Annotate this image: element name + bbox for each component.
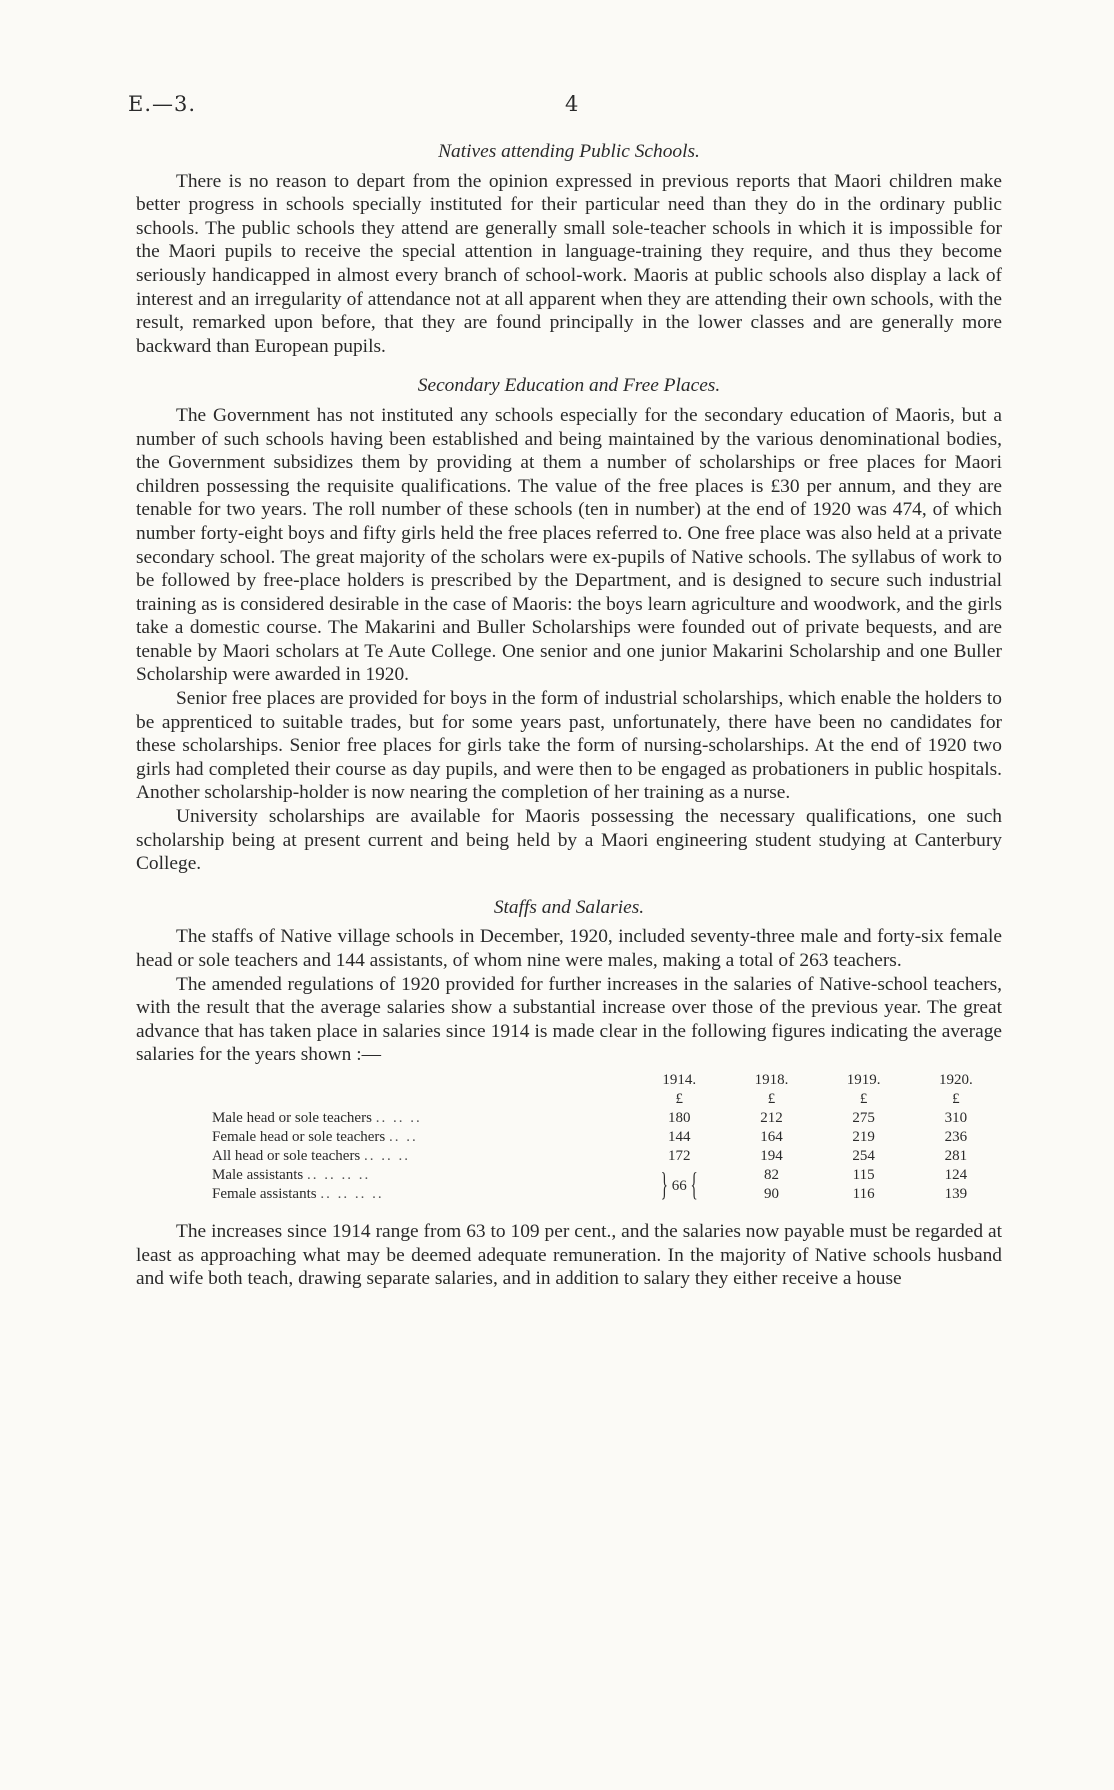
leader-dots: .. .. .. ..: [320, 1185, 384, 1202]
table-cell: 236: [944, 1128, 968, 1145]
table-cell: 219: [852, 1128, 875, 1145]
column-header: 1920.: [939, 1071, 973, 1088]
table-cell: 139: [944, 1185, 968, 1202]
document-body: [136, 140, 1002, 1291]
table-row: [136, 1128, 1002, 1147]
table-cell: 254: [852, 1147, 875, 1164]
table-row: [136, 1166, 1002, 1185]
row-label: Male head or sole teachers: [212, 1109, 372, 1126]
paragraph: There is no reason to depart from the opinion expressed in previous reports that Maori children make better progress in schools specially instituted for their particular need than they do in the ordinary public schools. The public schools they attend are generally small sole-teacher schools in which it is impossible for the Maori pupils to receive the special attention in language-training they require, and thus they become seriously handicapped in almost every branch of school-work. Maoris at public schools also display a lack of interest and an irregularity of attendance not at all apparent when they are attending their own schools, with the result, remarked upon before, that they are found principally in the lower classes and are generally more backward than European pupils.: [136, 170, 1002, 357]
leader-dots: .. .. ..: [364, 1147, 411, 1164]
table-cell: 212: [760, 1109, 783, 1126]
table-header-row: [136, 1071, 1002, 1090]
table-cell: 180: [667, 1109, 691, 1126]
table-cell: 281: [944, 1147, 968, 1164]
table-cell: 66: [671, 1177, 687, 1194]
table-cell: 144: [667, 1128, 691, 1145]
table-cell: 115: [852, 1166, 875, 1183]
salary-table: [136, 1071, 1002, 1204]
column-header: 1919.: [846, 1071, 881, 1088]
row-label: Male assistants: [212, 1166, 304, 1183]
left-brace: }: [660, 1168, 668, 1204]
leader-dots: .. .. .. ..: [307, 1166, 371, 1183]
table-row: [136, 1185, 1002, 1204]
table-currency-row: [136, 1090, 1002, 1109]
paragraph: The staffs of Native village schools in December, 1920, included seventy-three male and forty-six female head or sole teachers and 144 assistants, of whom nine were males, making a total of 263 teachers.: [136, 926, 1002, 971]
leader-dots: .. ..: [389, 1128, 418, 1145]
brace-group: [633, 1168, 725, 1206]
column-header: 1918.: [754, 1071, 789, 1088]
table-row: [136, 1109, 1002, 1128]
right-brace: {: [690, 1168, 698, 1204]
page-number: 4: [565, 92, 579, 116]
leader-dots: .. .. ..: [375, 1109, 422, 1126]
currency-symbol: £: [767, 1090, 776, 1107]
table-cell: 82: [763, 1166, 779, 1183]
table-cell: 275: [852, 1109, 875, 1126]
table-cell: 172: [667, 1147, 691, 1164]
table-cell: 164: [760, 1128, 783, 1145]
column-header: 1914.: [662, 1071, 697, 1088]
row-label: All head or sole teachers: [212, 1147, 361, 1164]
section-heading-natives-public-schools: Natives attending Public Schools.: [438, 141, 700, 162]
combined-assistants-1914-cell: [633, 1166, 725, 1204]
paragraph: The amended regulations of 1920 provided for further increases in the salaries of Native-school teachers, with the result that the average salaries show a substantial increase over those of the previous year. The great advance that has taken place in salaries since 1914 is made clear in the following figures indicating the average salaries for the years shown :—: [136, 973, 1002, 1066]
paragraph: University scholarships are available for Maoris possessing the necessary qualifications, one such scholarship being at present current and being held by a Maori engineering student studying at Canterbury College.: [136, 806, 1002, 875]
row-label: Female assistants: [212, 1185, 317, 1202]
currency-symbol: £: [952, 1090, 960, 1107]
row-label: Female head or sole teachers: [212, 1128, 386, 1145]
document-reference: E.—3.: [128, 92, 197, 116]
currency-symbol: £: [859, 1090, 868, 1107]
currency-symbol: £: [675, 1090, 683, 1107]
table-cell: 124: [944, 1166, 968, 1183]
table-cell: 310: [944, 1109, 968, 1126]
paragraph: Senior free places are provided for boys in the form of industrial scholarships, which enable the holders to be apprenticed to suitable trades, but for some years past, unfortunately, there have been no candidates for these scholarships. Senior free places for girls take the form of nursing-scholarships. At the end of 1920 two girls had completed their course as day pupils, and were then to be engaged as probationers in public hospitals. Another scholarship-holder is now nearing the completion of her training as a nurse.: [136, 688, 1002, 804]
table-cell: 194: [760, 1147, 783, 1164]
paragraph: The Government has not instituted any schools especially for the secondary education of Maoris, but a number of such schools having been established and being maintained by the various denominational bodies, the Government subsidizes them by providing at them a number of scholarships or free places for Maori children possessing the requisite qualifications. The value of the free places is £30 per annum, and they are tenable for two years. The roll number of these schools (ten in number) at the end of 1920 was 474, of which number forty-eight boys and fifty girls held the free places referred to. One free place was also held at a private secondary school. The great majority of the scholars were ex-pupils of Native schools. The syllabus of work to be followed by free-place holders is prescribed by the Department, and is designed to secure such industrial training as is considered desirable in the case of Maoris: the boys learn agriculture and woodwork, and the girls take a domestic course. The Makarini and Buller Scholarships were founded out of private bequests, and are tenable by Maori scholars at Te Aute College. One senior and one junior Makarini Scholarship and one Buller Scholarship were awarded in 1920.: [136, 404, 1002, 686]
paragraph: The increases since 1914 range from 63 to 109 per cent., and the salaries now payable must be regarded at least as approaching what may be deemed adequate remuneration. In the majority of Native schools husband and wife both teach, drawing separate salaries, and in addition to salary they either receive a house: [136, 1220, 1002, 1290]
table-cell: 116: [852, 1185, 875, 1202]
table-row: [136, 1147, 1002, 1166]
section-heading-staffs-salaries: Staffs and Salaries.: [493, 896, 645, 918]
table-cell: 90: [763, 1185, 779, 1202]
section-heading-secondary-education: Secondary Education and Free Places.: [417, 375, 721, 397]
